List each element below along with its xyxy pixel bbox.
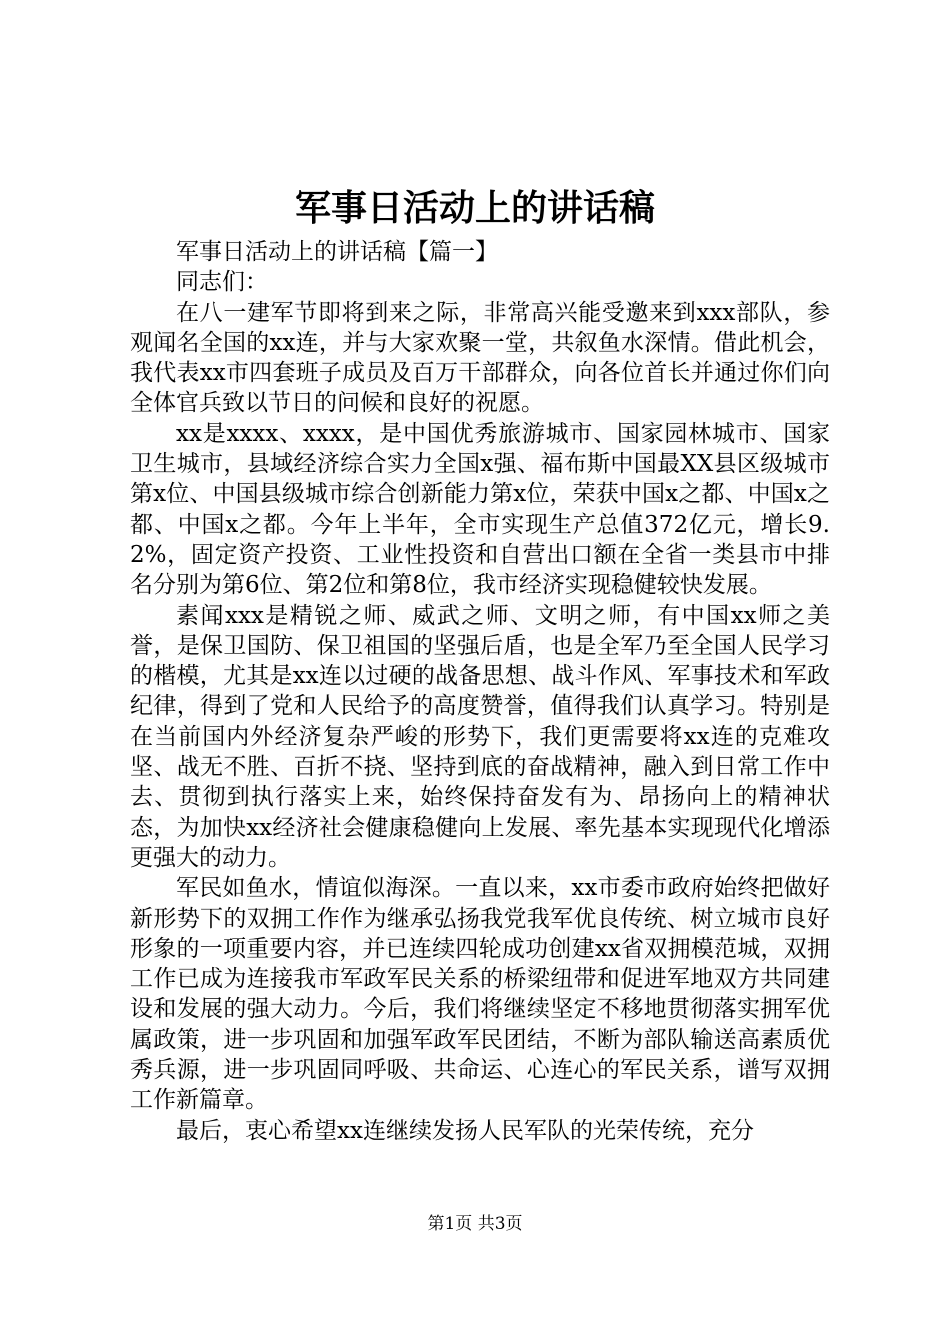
paragraph-3: 素闻xxx是精锐之师、威武之师、文明之师，有中国xx师之美誉，是保卫国防、保卫祖国的坚强后盾，也是全军乃至全国人民学习的楷模，尤其是xx连以过硬的战备思想、战斗作风、军事技术和军政纪律，得到了党和人民给予的高度赞誉，值得我们认真学习。特别是在当前国内外经济复杂严峻的形势下，我们更需要将xx连的克难攻坚、战无不胜、百折不挠、坚持到底的奋战精神，融入到日常工作中去、贯彻到执行落实上来，始终保持奋发有为、昂扬向上的精神状态，为加快xx经济社会健康稳健向上发展、率先基本实现现代化增添更强大的动力。 (130, 602, 830, 871)
paragraph-1: 在八一建军节即将到来之际，非常高兴能受邀来到xxx部队，参观闻名全国的xx连，并与大家欢聚一堂，共叙鱼水深情。借此机会，我代表xx市四套班子成员及百万干部群众，向各位首长并通过你们向全体官兵致以节日的问候和良好的祝愿。 (130, 299, 830, 417)
document-title: 军事日活动上的讲话稿 (294, 187, 655, 229)
document-subtitle: 军事日活动上的讲话稿【篇一】 (176, 239, 498, 265)
greeting: 同志们： (176, 269, 268, 296)
paragraph-4: 军民如鱼水，情谊似海深。一直以来，xx市委市政府始终把做好新形势下的双拥工作作为继承弘扬我党我军优良传统、树立城市良好形象的一项重要内容，并已连续四轮成功创建xx省双拥模范城，双拥工作已成为连接我市军政军民关系的桥梁纽带和促进军地双方共同建设和发展的强大动力。今后，我们将继续坚定不移地贯彻落实拥军优属政策，进一步巩固和加强军政军民团结，不断为部队输送高素质优秀兵源，进一步巩固同呼吸、共命运、心连心的军民关系，谱写双拥工作新篇章。 (130, 875, 830, 1114)
paragraph-2: xx是xxxx、xxxx，是中国优秀旅游城市、国家园林城市、国家卫生城市，县域经济综合实力全国x强、福布斯中国最XX县区级城市第x位、中国县级城市综合创新能力第x位，荣获中国x之都、中国x之都、中国x之都。今年上半年，全市实现生产总值372亿元，增长9.2%，固定资产投资、工业性投资和自营出口额在全省一类县市中排名分别为第6位、第2位和第8位，我市经济实现稳健较快发展。 (130, 420, 830, 599)
paragraph-5: 最后，衷心希望xx连继续发扬人民军队的光荣传统，充分 (176, 1117, 754, 1144)
document-body (130, 237, 830, 1146)
page-number-footer: 第1页 共3页 (427, 1214, 523, 1234)
